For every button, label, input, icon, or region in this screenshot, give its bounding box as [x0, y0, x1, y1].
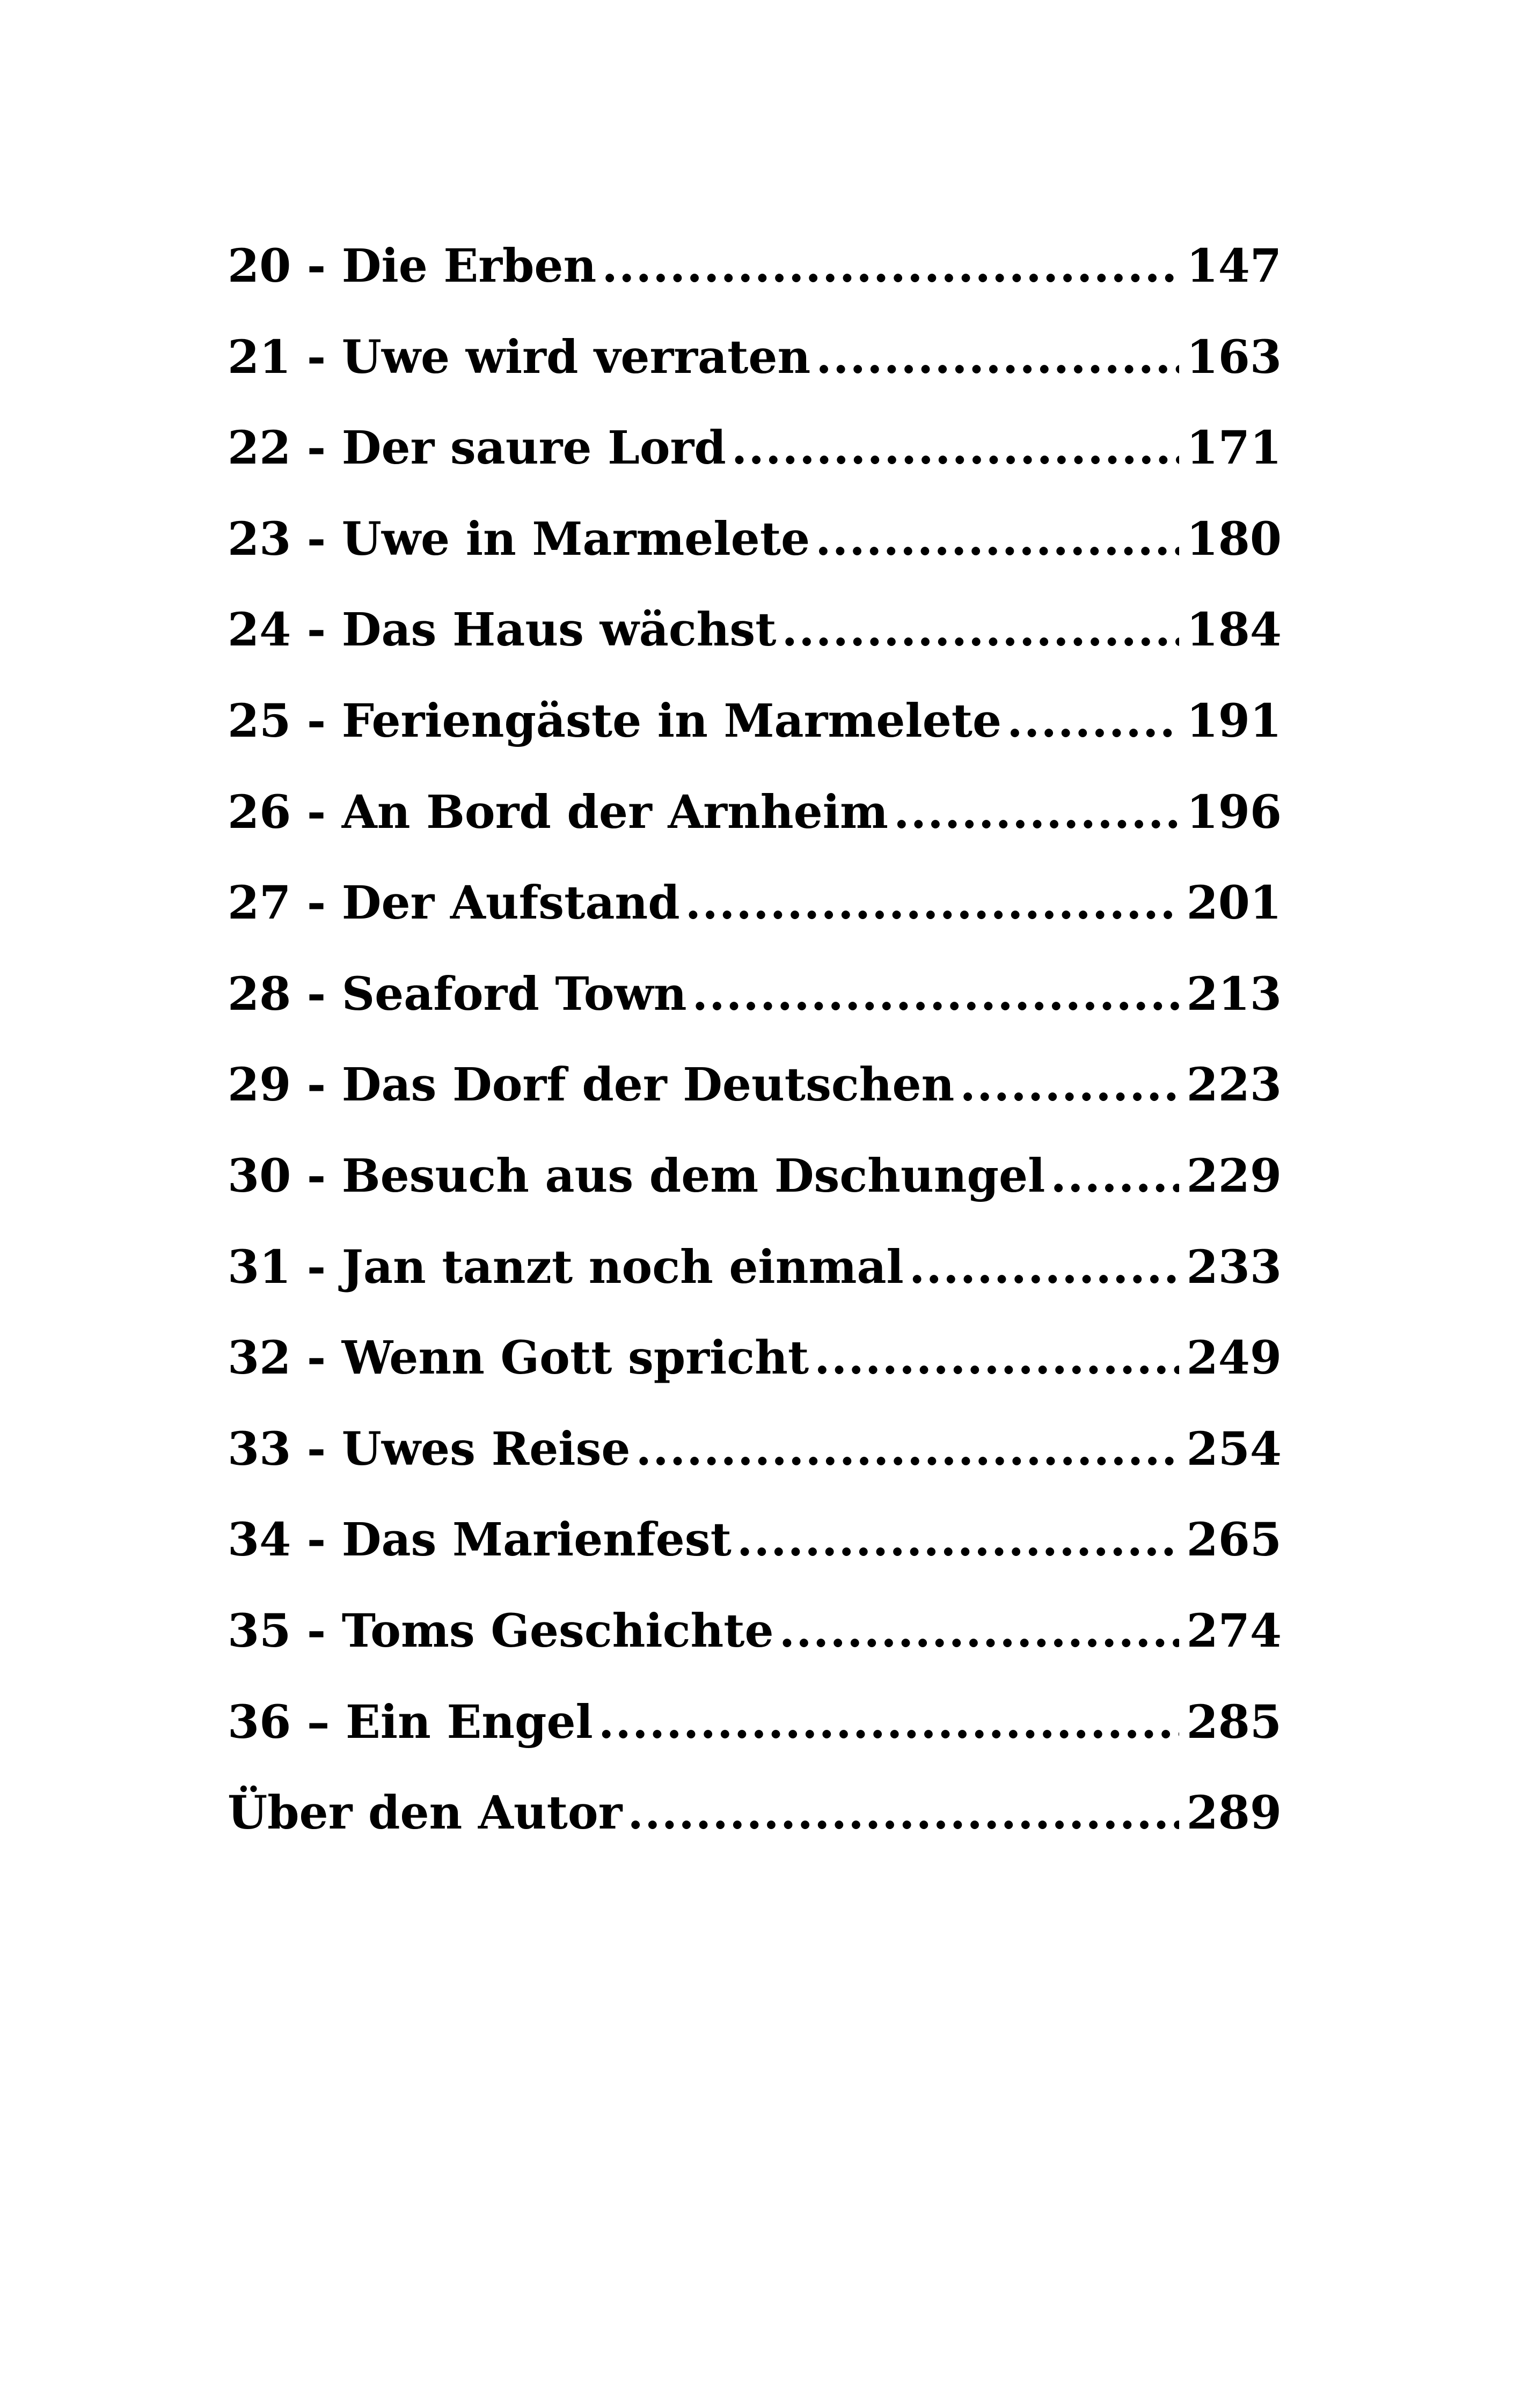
toc-entry-title: 27 - Der Aufstand [228, 876, 680, 930]
toc-dot-leader [636, 1404, 1179, 1495]
toc-entry [228, 1040, 1282, 1131]
toc-entry [228, 1404, 1282, 1495]
toc-dot-leader [627, 1768, 1179, 1859]
toc-entry [228, 1768, 1282, 1859]
toc-entry-title: 23 - Uwe in Marmelete [228, 512, 810, 566]
toc-dot-leader [815, 494, 1179, 585]
toc-entry-title: 30 - Besuch aus dem Dschungel [228, 1149, 1045, 1203]
toc-entry [228, 1222, 1282, 1313]
toc-entry-title: 34 - Das Marienfest [228, 1513, 732, 1567]
toc-entry [228, 767, 1282, 858]
toc-entry [228, 1313, 1282, 1404]
toc-dot-leader [816, 312, 1179, 403]
toc-entry [228, 221, 1282, 312]
toc-entry [228, 949, 1282, 1040]
toc-entry-title: 22 - Der saure Lord [228, 421, 726, 475]
toc-dot-leader [894, 767, 1179, 858]
toc-entry-page: 163 [1186, 330, 1282, 384]
toc-entry-title: Über den Autor [228, 1786, 623, 1840]
toc-entry-title: 26 - An Bord der Arnheim [228, 785, 888, 839]
toc-dot-leader [685, 858, 1179, 949]
toc-dot-leader [782, 585, 1179, 676]
toc-entry [228, 676, 1282, 767]
toc-entry-page: 249 [1186, 1331, 1282, 1385]
toc-entry-page: 191 [1186, 694, 1282, 748]
toc-entry-page: 265 [1186, 1513, 1282, 1567]
toc-entry-title: 31 - Jan tanzt noch einmal [228, 1240, 904, 1294]
toc-entry [228, 494, 1282, 585]
toc-entry-page: 196 [1186, 785, 1282, 839]
toc-entry-page: 254 [1186, 1422, 1282, 1476]
toc-entry [228, 1131, 1282, 1222]
toc-entry-title: 21 - Uwe wird verraten [228, 330, 811, 384]
toc-entry-title: 20 - Die Erben [228, 239, 597, 293]
toc-entry-page: 147 [1186, 239, 1282, 293]
toc-entry-title: 29 - Das Dorf der Deutschen [228, 1058, 955, 1112]
toc-entry [228, 585, 1282, 676]
toc-dot-leader [960, 1040, 1179, 1131]
toc-dot-leader [814, 1313, 1179, 1404]
toc-entry [228, 1495, 1282, 1586]
table-of-contents [228, 221, 1282, 1859]
toc-entry-page: 213 [1186, 967, 1282, 1021]
toc-entry-title: 28 - Seaford Town [228, 967, 687, 1021]
toc-dot-leader [1050, 1131, 1179, 1222]
toc-dot-leader [779, 1586, 1179, 1677]
toc-entry-page: 274 [1186, 1604, 1282, 1658]
toc-entry-page: 223 [1186, 1058, 1282, 1112]
toc-entry-title: 35 - Toms Geschichte [228, 1604, 774, 1658]
toc-entry [228, 312, 1282, 403]
toc-entry [228, 1586, 1282, 1677]
toc-dot-leader [692, 949, 1179, 1040]
toc-dot-leader [1007, 676, 1179, 767]
toc-entry-page: 180 [1186, 512, 1282, 566]
toc-entry-title: 33 - Uwes Reise [228, 1422, 631, 1476]
toc-dot-leader [598, 1677, 1179, 1768]
toc-entry-page: 289 [1186, 1786, 1282, 1840]
toc-entry [228, 403, 1282, 494]
toc-entry-page: 171 [1186, 421, 1282, 475]
toc-entry-title: 25 - Feriengäste in Marmelete [228, 694, 1002, 748]
toc-entry-page: 285 [1186, 1695, 1282, 1749]
toc-entry [228, 858, 1282, 949]
toc-entry-title: 24 - Das Haus wächst [228, 603, 777, 657]
toc-entry [228, 1677, 1282, 1768]
toc-entry-page: 184 [1186, 603, 1282, 657]
toc-entry-page: 233 [1186, 1240, 1282, 1294]
toc-dot-leader [737, 1495, 1179, 1586]
toc-entry-title: 36 – Ein Engel [228, 1695, 593, 1749]
toc-entry-title: 32 - Wenn Gott spricht [228, 1331, 809, 1385]
toc-dot-leader [602, 221, 1179, 312]
toc-entry-page: 201 [1186, 876, 1282, 930]
toc-dot-leader [909, 1222, 1179, 1313]
toc-entry-page: 229 [1186, 1149, 1282, 1203]
toc-dot-leader [732, 403, 1179, 494]
